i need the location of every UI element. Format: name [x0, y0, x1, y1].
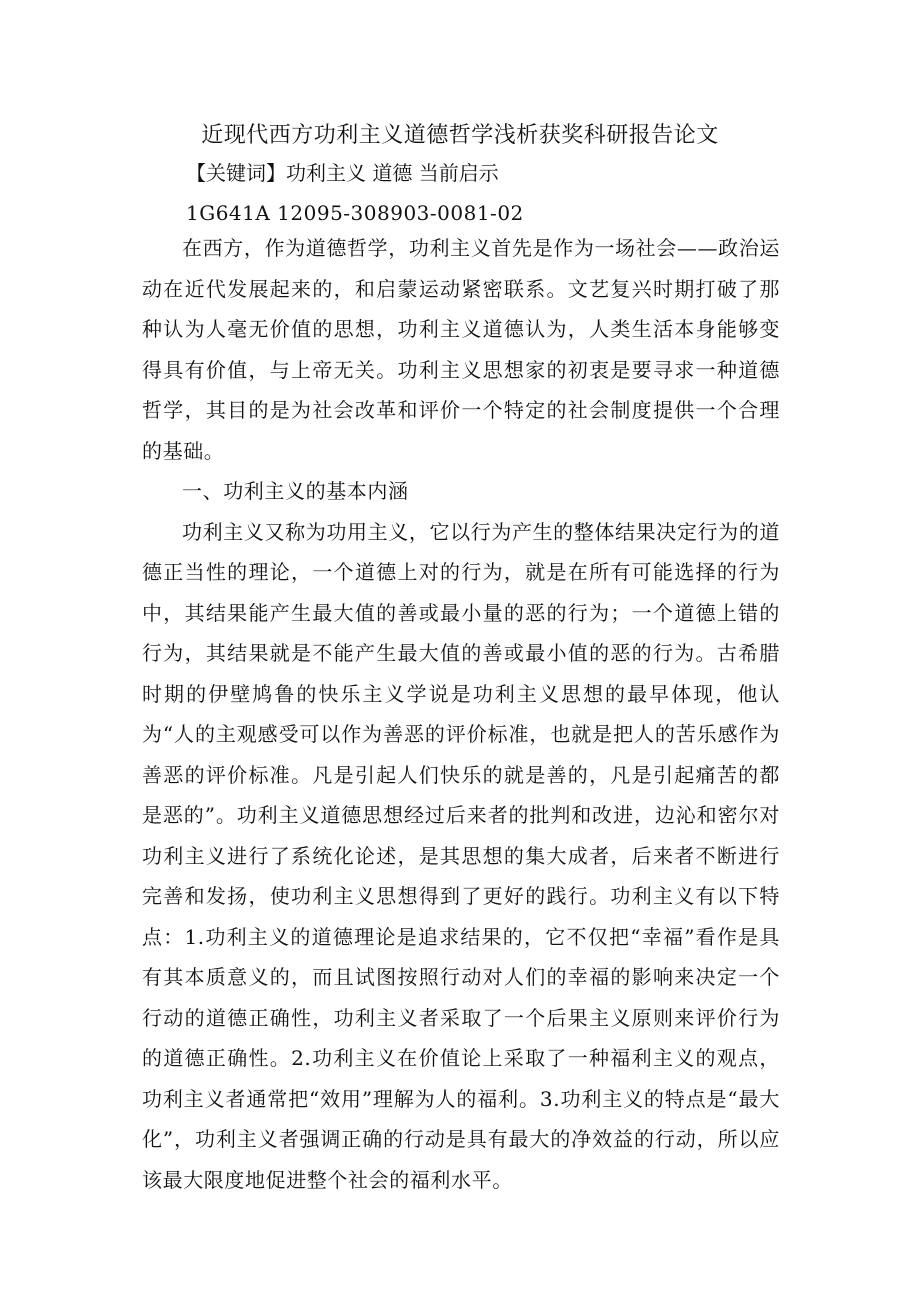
intro-paragraph: 在西方，作为道德哲学，功利主义首先是作为一场社会——政治运动在近代发展起来的，和启蒙运动紧密联系。文艺复兴时期打破了那种认为人毫无价值的思想，功利主义道德认为，人类生活本身能够变得具有价值，与上帝无关。功利主义思想家的初衷是要寻求一种道德哲学，其目的是为社会改革和评价一个特定的社会制度提供一个合理的基础。	[142, 236, 780, 463]
document-body	[142, 228, 780, 1200]
section-heading: 一、功利主义的基本内涵	[182, 479, 409, 503]
classification-line: 1G641A 12095-308903-0081-02	[186, 201, 524, 225]
keywords-line: 【关键词】功利主义 道德 当前启示	[186, 161, 499, 185]
document-title: 近现代西方功利主义道德哲学浅析获奖科研报告论文	[201, 123, 719, 148]
body-paragraph: 功利主义又称为功用主义，它以行为产生的整体结果决定行为的道德正当性的理论，一个道德上对的行为，就是在所有可能选择的行为中，其结果能产生最大值的善或最小量的恶的行为；一个道德上错的行为，其结果就是不能产生最大值的善或最小值的恶的行为。古希腊时期的伊壁鸠鲁的快乐主义学说是功利主义思想的最早体现，他认为“人的主观感受可以作为善恶的评价标准，也就是把人的苦乐感作为善恶的评价标准。凡是引起人们快乐的就是善的，凡是引起痛苦的都是恶的”。功利主义道德思想经过后来者的批判和改进，边沁和密尔对功利主义进行了系统化论述，是其思想的集大成者，后来者不断进行完善和发扬，使功利主义思想得到了更好的践行。功利主义有以下特点：1.功利主义的道德理论是追求结果的，它不仅把“幸福”看作是具有其本质意义的，而且试图按照行动对人们的幸福的影响来决定一个行动的道德正确性，功利主义者采取了一个后果主义原则来评价行为的道德正确性。2.功利主义在价值论上采取了一种福利主义的观点，功利主义者通常把“效用”理解为人的福利。3.功利主义的特点是“最大化”，功利主义者强调正确的行动是具有最大的净效益的行动，所以应该最大限度地促进整个社会的福利水平。	[142, 519, 780, 1192]
